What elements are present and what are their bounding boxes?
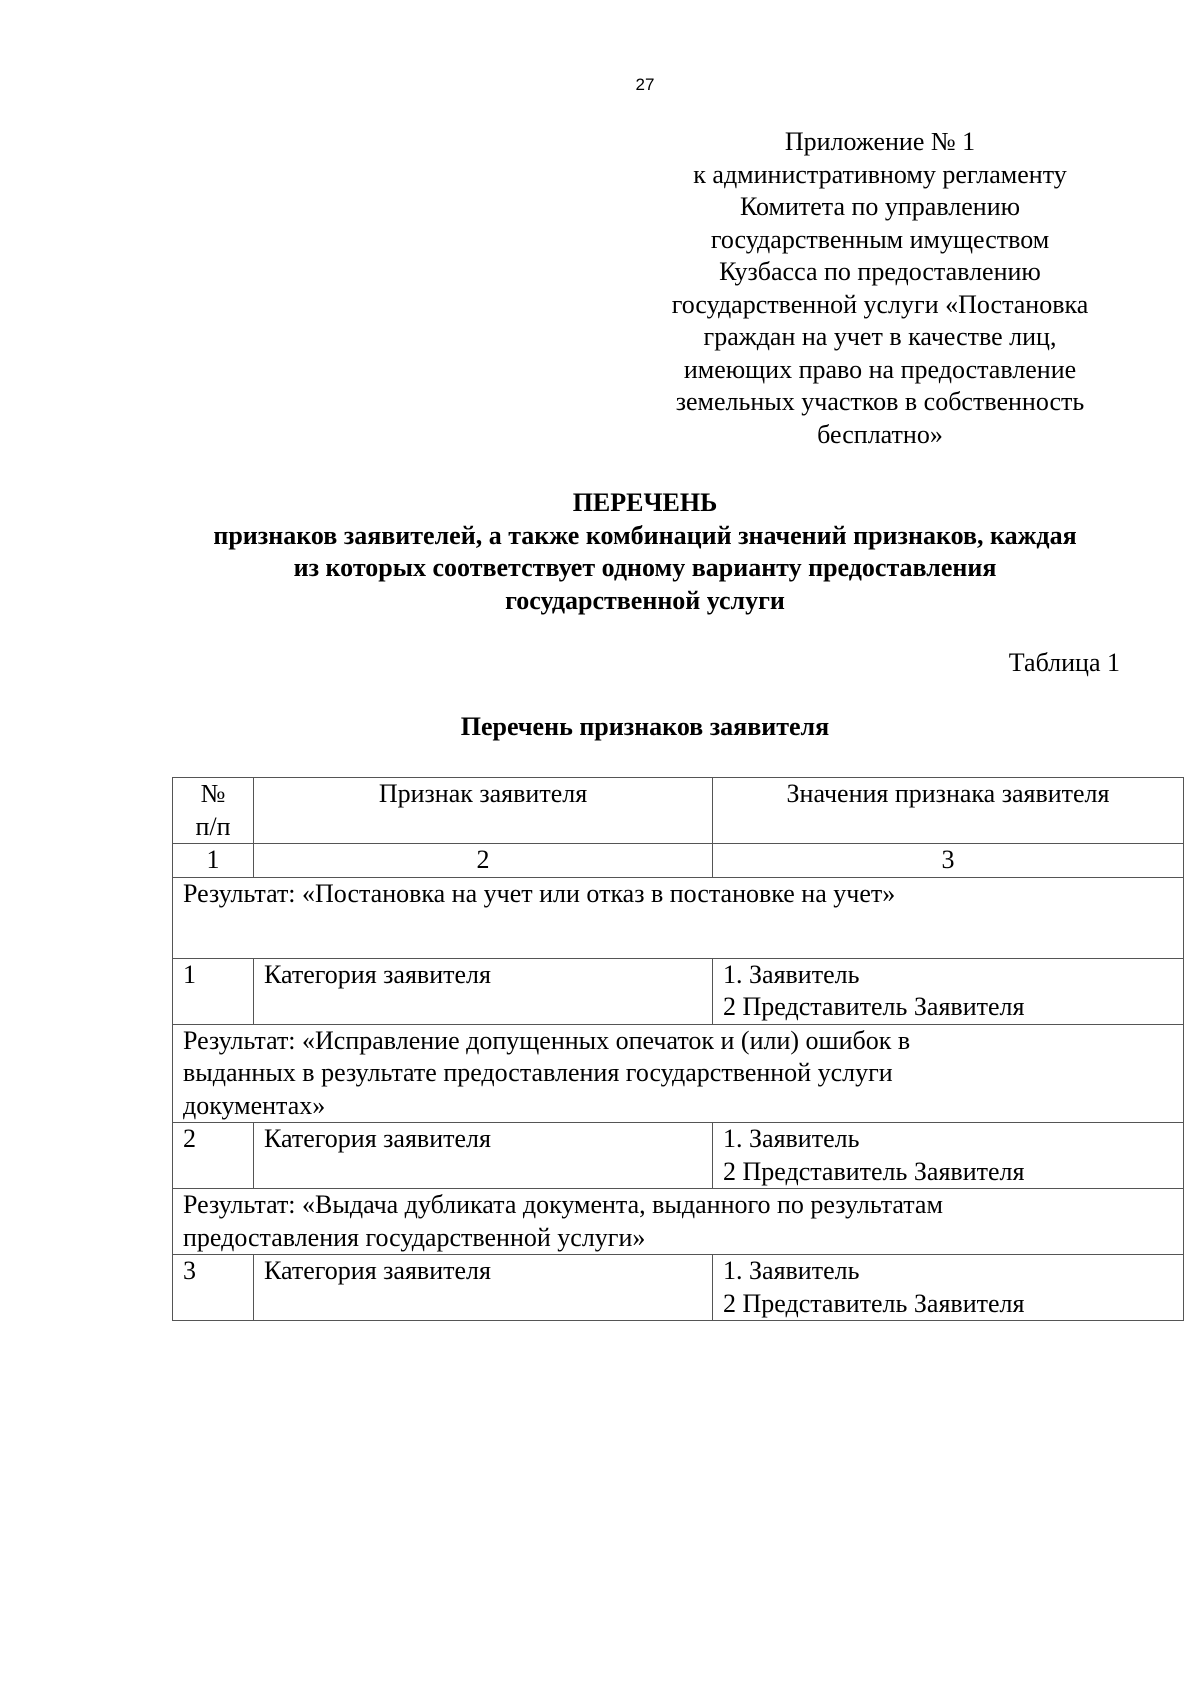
appendix-line: имеющих право на предоставление — [683, 354, 1077, 384]
result-cell: Результат: «Постановка на учет или отказ в постановке на учет» — [173, 877, 1184, 958]
header-num-line: № — [200, 779, 226, 808]
appendix-line: граждан на учет в качестве лиц, — [703, 322, 1057, 351]
table-row — [173, 1255, 1184, 1321]
column-number-cell: 2 — [254, 844, 713, 878]
table-header-row — [173, 778, 1184, 844]
row-num-cell: 3 — [173, 1255, 254, 1321]
row-num-cell: 1 — [173, 958, 254, 1024]
header-num-cell — [173, 778, 254, 844]
appendix-block — [640, 126, 1120, 451]
result-row — [173, 1024, 1184, 1123]
table-row — [173, 958, 1184, 1024]
appendix-line: Комитета по управлению — [739, 192, 1021, 221]
heading-title: ПЕРЕЧЕНЬ — [572, 488, 718, 517]
appendix-line: Приложение № 1 — [784, 127, 976, 156]
result-line: предоставления государственной услуги» — [183, 1222, 646, 1252]
row-num-cell: 2 — [173, 1123, 254, 1189]
header-feature-cell: Признак заявителя — [254, 778, 713, 844]
table-row — [173, 1123, 1184, 1189]
result-row — [173, 1189, 1184, 1255]
result-row — [173, 877, 1184, 958]
value-line: 1. Заявитель — [723, 1124, 860, 1153]
appendix-line: государственным имуществом — [710, 224, 1050, 254]
row-values-cell — [713, 1255, 1184, 1321]
row-values-cell — [713, 958, 1184, 1024]
row-values-cell — [713, 1123, 1184, 1189]
applicant-features-table — [172, 777, 1184, 1321]
row-feature-cell: Категория заявителя — [254, 1123, 713, 1189]
heading-line: из которых соответствует одному варианту предоставления — [293, 553, 997, 582]
result-line: Результат: «Исправление допущенных опечаток и (или) ошибок в — [183, 1025, 911, 1055]
appendix-line: к административному регламенту — [693, 159, 1067, 189]
result-cell — [173, 1024, 1184, 1123]
column-number-cell: 3 — [713, 844, 1184, 878]
result-cell — [173, 1189, 1184, 1255]
appendix-line: земельных участков в собственность — [675, 387, 1085, 416]
table-title: Перечень признаков заявителя — [460, 712, 830, 741]
result-line: выданных в результате предоставления государственной услуги — [183, 1058, 893, 1087]
value-line: 2 Представитель Заявителя — [723, 1288, 1025, 1318]
appendix-line: государственной услуги «Постановка — [671, 289, 1089, 319]
result-line: документах» — [183, 1090, 326, 1120]
value-line: 1. Заявитель — [723, 959, 860, 989]
row-feature-cell: Категория заявителя — [254, 1255, 713, 1321]
column-numbers-row — [173, 844, 1184, 878]
header-values-cell: Значения признака заявителя — [713, 778, 1184, 844]
value-line: 1. Заявитель — [723, 1256, 860, 1285]
value-line: 2 Представитель Заявителя — [723, 1156, 1025, 1186]
page-number: 27 — [635, 75, 655, 94]
appendix-line: Кузбасса по предоставлению — [719, 257, 1041, 286]
document-heading — [165, 487, 1125, 617]
table-label: Таблица 1 — [1008, 648, 1120, 677]
heading-line: признаков заявителей, а также комбинаций значений признаков, каждая — [213, 520, 1077, 550]
heading-line: государственной услуги — [505, 585, 785, 615]
result-line: Результат: «Выдача дубликата документа, выданного по результатам — [183, 1190, 943, 1219]
value-line: 2 Представитель Заявителя — [723, 992, 1025, 1021]
column-number-cell: 1 — [173, 844, 254, 878]
appendix-line: бесплатно» — [817, 419, 943, 449]
row-feature-cell: Категория заявителя — [254, 958, 713, 1024]
header-num-line: п/п — [195, 811, 231, 841]
